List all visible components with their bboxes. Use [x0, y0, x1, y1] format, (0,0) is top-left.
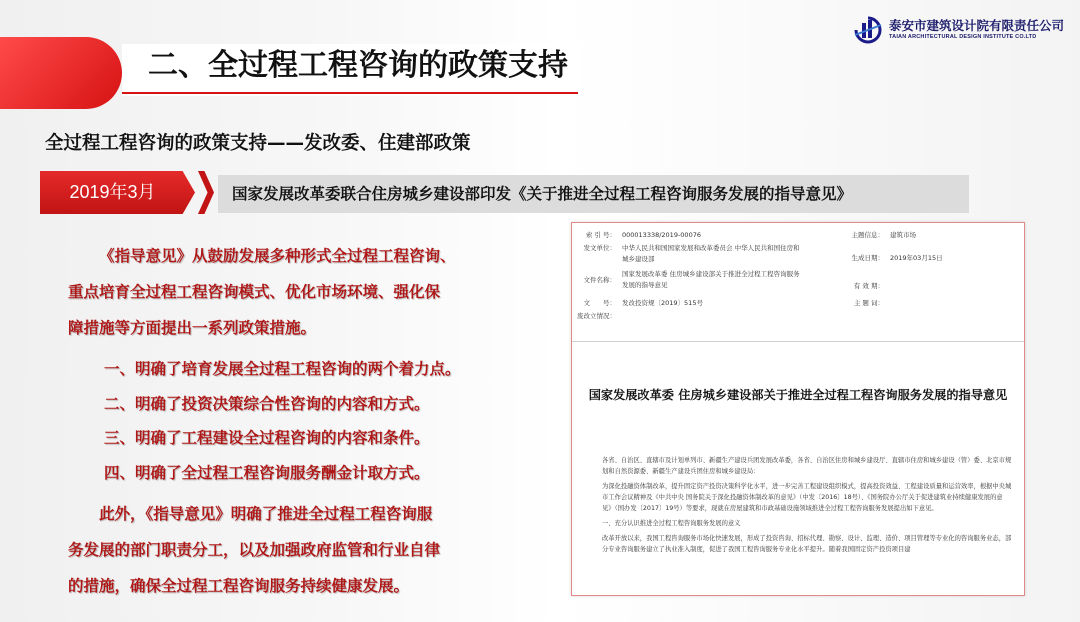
document-meta-table — [572, 223, 1024, 342]
meta-value: 中华人民共和国国家发展和改革委员会 中华人民共和国住房和城乡建设部 — [622, 244, 800, 263]
meta-value: 发改投资规〔2019〕515号 — [622, 299, 703, 307]
closing-line: 此外，《指导意见》明确了推进全过程工程咨询服 — [99, 505, 433, 523]
meta-label: 废改立情况： — [577, 312, 616, 320]
document-section-heading: 一、充分认识推进全过程工程咨询服务发展的意义 — [602, 520, 741, 527]
company-logo — [853, 15, 1063, 51]
company-logo-icon — [853, 15, 883, 45]
list-item: 四、明确了全过程工程咨询服务酬金计取方式。 — [104, 463, 430, 482]
section-subtitle: 全过程工程咨询的政策支持——发改委、住建部政策 — [45, 133, 471, 154]
document-paragraph: 改革开放以来，我国工程咨询服务市场化快速发展，形成了投资咨询、招标代理、勘察、设计、监理、造价、项目管理等专业化的咨询服务业态，部分专业咨询服务建立了执业准入制度，促进了我国工程咨询服务专业化水平提升。随着我国固定资产投资项目建 — [602, 535, 1012, 553]
meta-label: 主 题 词： — [853, 299, 884, 307]
meta-value: 建筑市场 — [890, 231, 916, 239]
meta-label: 索 引 号： — [585, 231, 616, 239]
intro-line: 重点培育全过程工程咨询模式、优化市场环境、强化保 — [68, 283, 441, 301]
header-red-tab — [0, 37, 122, 109]
meta-value: 2019年03月15日 — [890, 254, 943, 262]
document-title: 国家发展改革委 住房城乡建设部关于推进全过程工程咨询服务发展的指导意见 — [588, 388, 1008, 402]
page-title: 二、全过程工程咨询的政策支持 — [148, 49, 568, 82]
title-underline — [122, 92, 578, 94]
closing-line: 务发展的部门职责分工，以及加强政府监管和行业自律 — [68, 541, 441, 559]
meta-label: 发文单位： — [583, 244, 616, 252]
intro-line: 障措施等方面提出一系列政策措施。 — [68, 319, 317, 337]
meta-label: 主题信息： — [851, 231, 884, 239]
document-addressee: 各省、自治区、直辖市及计划单列市、新疆生产建设兵团发展改革委，各省、自治区住房和城乡建设厅、直辖市住房和城乡建设（管）委、北京市规划和自然资源委、新疆生产建设兵团住房和城乡建设局： — [602, 457, 1012, 475]
key-points-list — [104, 352, 544, 490]
meta-label: 生成日期： — [851, 254, 884, 262]
meta-value: 000013338/2019-00076 — [622, 231, 701, 239]
list-item: 二、明确了投资决策综合性咨询的内容和方式。 — [104, 394, 430, 413]
meta-label: 文 号： — [583, 299, 616, 307]
logo-company-name: 泰安市建筑设计院有限责任公司 — [889, 18, 1065, 33]
meta-label: 文件名称： — [583, 276, 616, 284]
document-body — [588, 455, 1012, 559]
document-screenshot — [571, 222, 1025, 596]
intro-line: 《指导意见》从鼓励发展多种形式全过程工程咨询、 — [99, 247, 456, 265]
meta-value: 国家发展改革委 住房城乡建设部关于推进全过程工程咨询服务发展的指导意见 — [622, 270, 800, 289]
intro-paragraph — [68, 238, 523, 346]
list-item: 一、明确了培育发展全过程工程咨询的两个着力点。 — [104, 360, 461, 378]
logo-company-name-en: TAIAN ARCHITECTURAL DESIGN INSTITUTE CO.LTD — [889, 34, 1037, 40]
meta-label: 有 效 期： — [853, 282, 884, 290]
closing-line: 的措施，确保全过程工程咨询服务持续健康发展。 — [68, 577, 410, 595]
date-label: 2019年3月 — [69, 182, 156, 202]
list-item: 三、明确了工程建设全过程咨询的内容和条件。 — [104, 429, 430, 447]
document-paragraph: 为深化投融资体制改革，提升固定资产投资决策科学化水平，进一步完善工程建设组织模式，提高投资效益、工程建设质量和运营效率，根据中央城市工作会议精神及《中共中央 国务院关于深化投融资体制改革的意见》（中发〔2016〕18号）、《国务院办公厅关于促进建筑业持续健康发展的意见》（国办发〔2017〕19号）等要求，现就在房屋建筑和市政基础设施领域推进全过程工程咨询服务发展提出如下意见。 — [602, 483, 1012, 512]
closing-paragraph — [68, 496, 523, 604]
document-banner-text: 国家发展改革委联合住房城乡建设部印发《关于推进全过程工程咨询服务发展的指导意见》 — [232, 185, 853, 203]
